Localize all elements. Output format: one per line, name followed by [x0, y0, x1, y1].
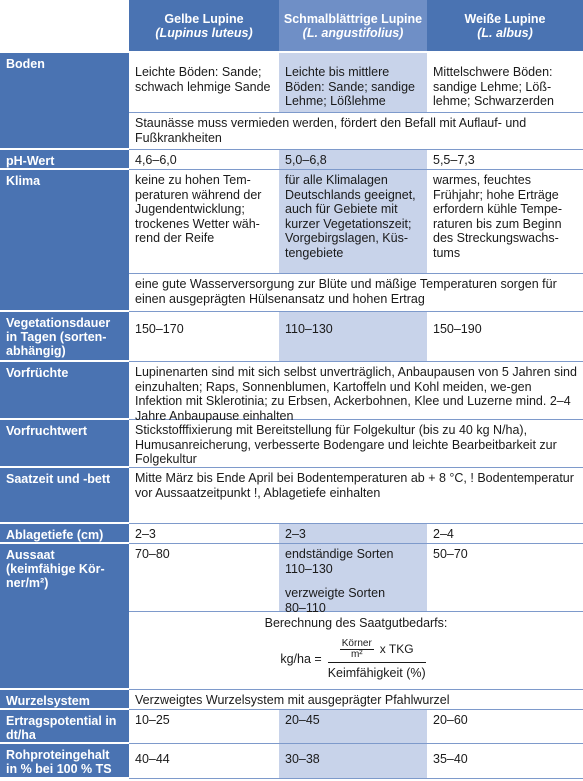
aussaat-schmal-verzweigt: verzweigte Sorten 80–110	[285, 586, 386, 615]
row-label-ablagetiefe: Ablagetiefe (cm)	[0, 524, 129, 544]
row-label-ph: pH-Wert	[0, 150, 129, 170]
header-weisse-sci: (L. albus)	[477, 25, 533, 40]
cell-ertrag-weiss: 20–60	[427, 710, 583, 744]
cell-ablagetiefe-gelb: 2–3	[129, 524, 279, 544]
formula-fraction	[328, 639, 426, 681]
formula-koerner-per-m2	[340, 639, 374, 660]
formula-denominator: Keimfähigkeit (%)	[328, 662, 426, 681]
cell-protein-weiss: 35–40	[427, 744, 583, 779]
row-label-vorfruechte: Vorfrüchte	[0, 362, 129, 420]
cell-boden-gelb: Leichte Böden: Sande; schwach lehmige Sande	[129, 53, 279, 113]
cell-klima-weiss: warmes, feuchtes Frühjahr; hohe Erträge erfordern kühle Tempe-raturen bis zum Beginn des Streckungswachs-tums	[427, 170, 583, 274]
cell-ph-gelb: 4,6–6,0	[129, 150, 279, 170]
header-weisse-name: Weiße Lupine	[464, 11, 546, 26]
row-label-ertragspotential: Ertragspotential in dt/ha	[0, 710, 129, 744]
cell-aussaat-weiss: 50–70	[427, 544, 583, 612]
cell-protein-gelb: 40–44	[129, 744, 279, 779]
cell-protein-schmal: 30–38	[279, 744, 427, 779]
cell-vorfruchtwert: Stickstofffixierung mit Bereitstellung für Folgekultur (bis zu 40 kg N/ha), Humusanreicherung, verbesserte Bodengare und leichte Bearbeitbarkeit zur Folgekultur	[129, 420, 583, 468]
cell-ablagetiefe-schmal: 2–3	[279, 524, 427, 544]
cell-aussaat-schmal	[279, 544, 427, 615]
saatgut-formula	[129, 612, 583, 690]
row-label-vegetationsdauer: Vegetationsdauer in Tagen (sorten-abhängig)	[0, 312, 129, 362]
cell-ertrag-gelb: 10–25	[129, 710, 279, 744]
cell-boden-note: Staunässe muss vermieden werden, fördert den Befall mit Auflauf- und Fußkrankheiten	[129, 113, 583, 150]
row-label-klima: Klima	[0, 170, 129, 312]
header-weisse-lupine	[427, 0, 583, 53]
header-gelbe-name: Gelbe Lupine	[164, 11, 244, 26]
formula-lhs: kg/ha =	[280, 652, 322, 666]
cell-ertrag-schmal: 20–45	[279, 710, 427, 744]
row-label-wurzelsystem: Wurzelsystem	[0, 690, 129, 710]
cell-boden-weiss: Mittelschwere Böden: sandige Lehme; Löß-lehme; Schwarzerden	[427, 53, 583, 113]
row-label-aussaat: Aussaat (keimfähige Kör-ner/m²)	[0, 544, 129, 690]
header-gelbe-sci: (Lupinus luteus)	[155, 25, 253, 40]
formula-numerator	[340, 639, 414, 662]
row-label-vorfruchtwert: Vorfruchtwert	[0, 420, 129, 468]
header-schmal-sci: (L. angustifolius)	[302, 25, 404, 40]
cell-klima-gelb: keine zu hohen Tem-peraturen während der Jugendentwicklung; trockenes Wetter wäh-rend der Reife	[129, 170, 279, 274]
cell-vegetation-schmal: 110–130	[279, 312, 427, 362]
header-corner	[0, 0, 129, 53]
header-gelbe-lupine	[129, 0, 279, 53]
row-label-boden: Boden	[0, 53, 129, 150]
formula-koerner: Körner	[341, 637, 372, 649]
cell-vegetation-weiss: 150–190	[427, 312, 583, 362]
header-schmal-name: Schmalblättrige Lupine	[283, 11, 423, 26]
formula-title: Berechnung des Saatgutbedarfs:	[264, 616, 448, 630]
row-label-saatzeit: Saatzeit und -bett	[0, 468, 129, 524]
cell-ph-schmal: 5,0–6,8	[279, 150, 427, 170]
cell-vorfruechte: Lupinenarten sind mit sich selbst unverträglich, Anbaupausen von 5 Jahren sind einzuhalten; Raps, Sonnenblumen, Kartoffeln und Kohl meiden, we-gen Infektion mit Sklerotinia; zu Erbsen, Ackerbohnen, Klee und Luzerne mind. 2–4 Jahre Anbaupause einhalten	[129, 362, 583, 420]
aussaat-schmal-endstaendig: endständige Sorten 110–130	[285, 547, 394, 576]
cell-boden-schmal: Leichte bis mittlere Böden: Sande; sandige Lehme; Lößlehme	[279, 53, 427, 113]
formula-row	[280, 639, 431, 681]
formula-m2: m²	[350, 648, 363, 660]
cell-saatzeit: Mitte März bis Ende April bei Bodentemperaturen ab + 8 °C, ! Bodentemperatur vor Aussaatzeitpunkt !, Ablagetiefe einhalten	[129, 468, 583, 524]
cell-klima-note: eine gute Wasserversorgung zur Blüte und mäßige Temperaturen sorgen für einen ausgeprägten Hülsenansatz und hohen Ertrag	[129, 274, 583, 312]
cell-wurzelsystem: Verzweigtes Wurzelsystem mit ausgeprägter Pfahlwurzel	[129, 690, 583, 710]
cell-ph-weiss: 5,5–7,3	[427, 150, 583, 170]
cell-klima-schmal: für alle Klimalagen Deutschlands geeignet, auch für Gebiete mit kurzer Vegetationszeit; Vorgebirgslagen, Küs-tengebiete	[279, 170, 427, 274]
header-schmal-lupine	[279, 0, 427, 53]
cell-vegetation-gelb: 150–170	[129, 312, 279, 362]
cell-ablagetiefe-weiss: 2–4	[427, 524, 583, 544]
cell-aussaat-gelb: 70–80	[129, 544, 279, 612]
row-label-rohproteingehalt: Rohproteingehalt in % bei 100 % TS	[0, 744, 129, 779]
formula-tkg: x TKG	[379, 641, 414, 656]
